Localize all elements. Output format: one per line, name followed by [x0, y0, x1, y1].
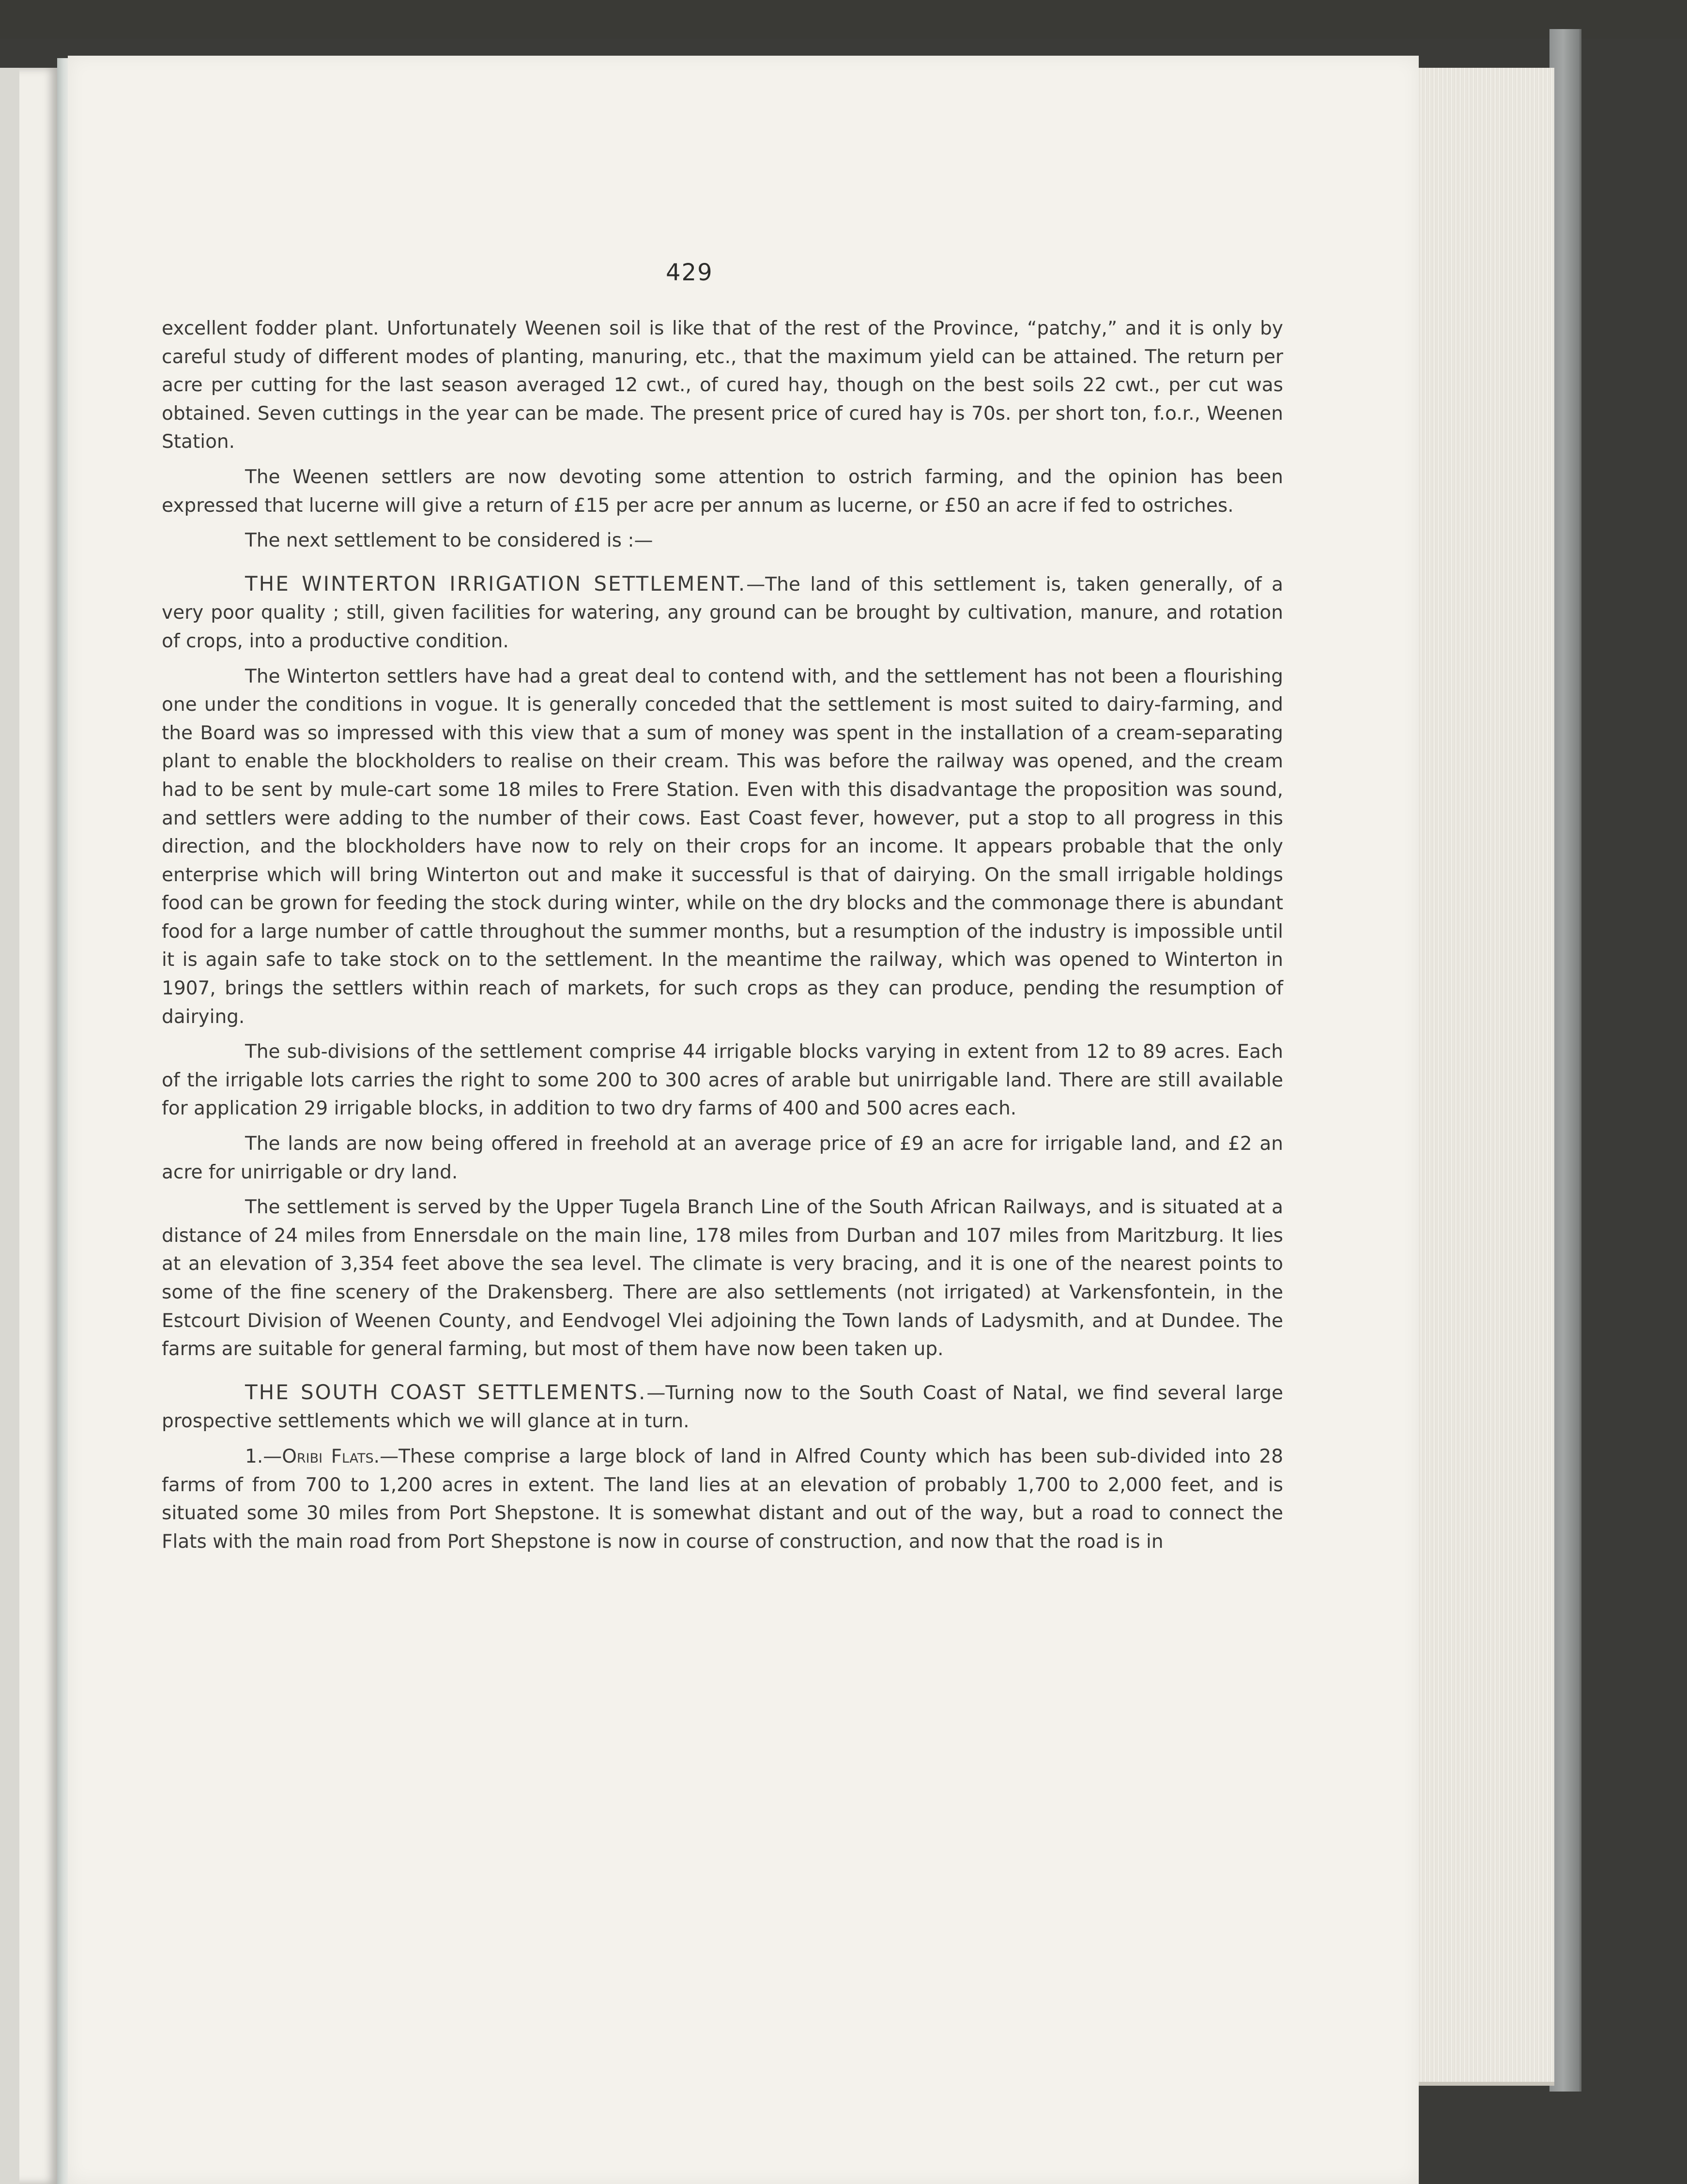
paragraph-railway: The settlement is served by the Upper Tugela Branch Line of the South African Railways, and is situated at a distance of 24 miles from Ennersdale on the main line, 178 miles from Durban and 107 miles from Maritzburg. It lies at an elevation of 3,354 feet above the sea level. The climate is very bracing, and it is one of the nearest points to some of the fine scenery of the Drakensberg. There are also settlements (not irrigated) at Varkensfontein, in the Estcourt Division of Weenen County, and Eendvogel Vlei adjoining the Town lands of Ladysmith, and at Dundee. The farms are suitable for general farming, but most of them have now been taken up.	[162, 1196, 1283, 1360]
heading-winterton: THE WINTERTON IRRIGATION SETTLEMENT.	[245, 571, 747, 596]
heading-oribi-flats: 1.—Oribi Flats.	[245, 1445, 380, 1467]
paragraph-south-coast-intro: —Turning now to the South Coast of Natal, we find several large prospective settlements which we will glance at in turn.	[162, 1382, 1284, 1433]
page-number: 429	[666, 259, 713, 286]
paragraph-winterton-dairy: The Winterton settlers have had a great deal to contend with, and the settlement has not been a flourishing one under the conditions in vogue. It is generally conceded that the settlement is most suited to dairy-farming, and the Board was so impressed with this view that a sum of money was spent in the installation of a cream-separating plant to enable the blockholders to realise on their cream. This was before the railway was opened, and the cream had to be sent by mule-cart some 18 miles to Frere Station. Even with this disadvantage the proposition was sound, and settlers were adding to the number of their cows. East Coast fever, however, put a stop to all progress in this direction, and the blockholders have now to rely on their crops for an income. It appears probable that the only enterprise which will bring Winterton out and make it successful is that of dairying. On the small irrigable holdings food can be grown for feeding the stock during winter, while on the dry blocks and the commonage there is abundant food for a large number of cattle throughout the summer months, but a resumption of the industry is impossible until it is again safe to take stock on to the settlement. In the meantime the railway, which was opened to Winterton in 1907, brings the settlers within reach of markets, for such crops as they can produce, pending the resumption of dairying.	[162, 665, 1283, 1028]
book-page	[68, 56, 1419, 2184]
body-text	[162, 315, 1283, 1556]
paragraph-fodder: excellent fodder plant. Unfortunately Weenen soil is like that of the rest of the Province, “patchy,” and it is only by careful study of different modes of planting, manuring, etc., that the maximum yield can be attained. The return per acre per cutting for the last season averaged 12 cwt., of cured hay, though on the best soils 22 cwt., per cut was obtained. Seven cuttings in the year can be made. The present price of cured hay is 70s. per short ton, f.o.r., Weenen Station.	[162, 318, 1283, 453]
section-winterton	[162, 570, 1283, 656]
facing-page-shadow	[0, 68, 19, 2184]
heading-south-coast: THE SOUTH COAST SETTLEMENTS.	[245, 1380, 647, 1404]
paragraph-winterton-intro: —The land of this settlement is, taken generally, of a very poor quality ; still, given facilities for watering, any ground can be brought by cultivation, manure, and rotation of crops, into a productive condition.	[162, 573, 1283, 652]
paragraph-next-settlement: The next settlement to be considered is :—	[245, 530, 653, 552]
paragraph-oribi-flats: —These comprise a large block of land in Alfred County which has been sub-divided into 28 farms of from 700 to 1,200 acres in extent. The land lies at an elevation of probably 1,700 to 2,000 feet, and is situated some 30 miles from Port Shepstone. It is somewhat distant and out of the way, but a road to connect the Flats with the main road from Port Shepstone is now in course of construction, and now that the road is in	[162, 1445, 1284, 1553]
paragraph-subdivisions: The sub-divisions of the settlement comprise 44 irrigable blocks varying in extent from 12 to 89 acres. Each of the irrigable lots carries the right to some 200 to 300 acres of arable but unirrigable land. There are still available for application 29 irrigable blocks, in addition to two dry farms of 400 and 500 acres each.	[162, 1041, 1283, 1120]
section-oribi-flats	[162, 1443, 1283, 1556]
backdrop	[0, 0, 1687, 39]
page-stack-edge	[1414, 68, 1554, 2086]
section-south-coast	[162, 1378, 1283, 1436]
paragraph-freehold-prices: The lands are now being offered in freehold at an average price of £9 an acre for irrigable land, and £2 an acre for unirrigable or dry land.	[162, 1133, 1283, 1183]
paragraph-ostrich: The Weenen settlers are now devoting some attention to ostrich farming, and the opinion has been expressed that lucerne will give a return of £15 per acre per annum as lucerne, or £50 an acre if fed to ostriches.	[162, 466, 1283, 517]
